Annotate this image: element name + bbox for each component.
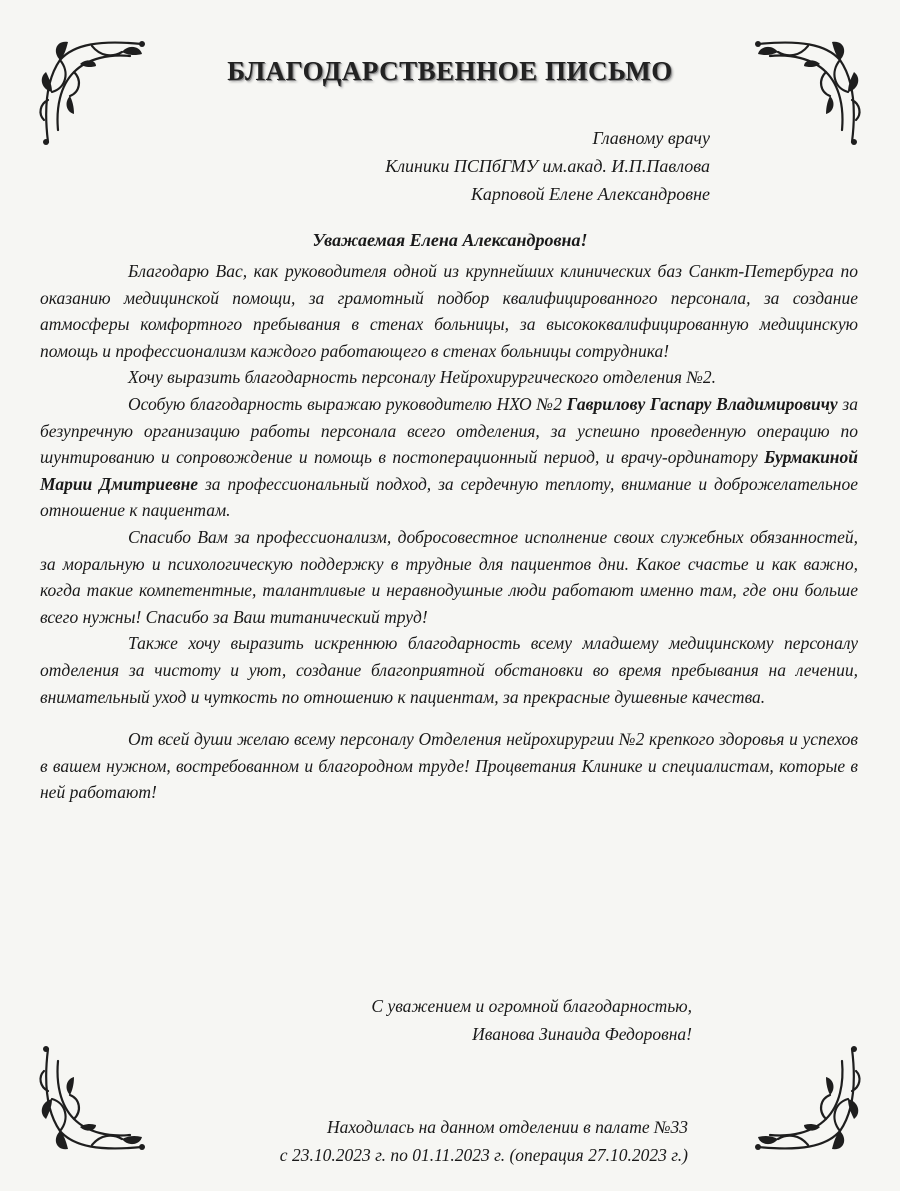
addressee-block [385, 124, 710, 208]
signature-block [371, 992, 692, 1048]
corner-ornament-top-left-icon [30, 30, 150, 150]
addressee-line-name: Карповой Елене Александровне [470, 184, 710, 204]
paragraph-6: От всей души желаю всему персоналу Отделения нейрохирургии №2 крепкого здоровья и успехов в вашем нужном, востребованном и благородном труде! Процветания Клинике и специалистам, которые в ней работают! [40, 729, 858, 803]
signature-name: Иванова Зинаида Федоровна! [472, 1024, 692, 1044]
greeting: Уважаемая Елена Александровна! [312, 230, 588, 250]
paragraph-3-text-3: за профессиональный подход, за сердечную теплоту, внимание и доброжелательное отношение к пациентам. [40, 473, 858, 521]
letter-body [40, 258, 858, 806]
corner-ornament-bottom-right-icon [750, 1041, 870, 1161]
corner-ornament-bottom-left-icon [30, 1041, 150, 1161]
head-of-department-name: Гаврилову Гаспару Владимировичу [566, 393, 838, 414]
stay-info-ward: Находилась на данном отделении в палате №33 [327, 1117, 688, 1137]
resident-doctor-name: Бурмакиной Марии Дмитриевне [40, 447, 858, 494]
letter-title: БЛАГОДАРСТВЕННОЕ ПИСЬМО [227, 56, 673, 86]
paragraph-3 [40, 391, 858, 524]
addressee-line-organization: Клиники ПСПбГМУ им.акад. И.П.Павлова [385, 156, 710, 176]
paragraph-3-text-2: за безупречную организацию работы персонала всего отделения, за успешно проведенную операцию по шунтированию и сопровождение и помощь в постоперационный период, и врачу-ординатору [40, 393, 859, 468]
corner-ornament-top-right-icon [750, 30, 870, 150]
paragraph-2: Хочу выразить благодарность персоналу Нейрохирургического отделения №2. [128, 367, 717, 388]
signature-closing: С уважением и огромной благодарностью, [371, 996, 692, 1016]
paragraph-1: Благодарю Вас, как руководителя одной из крупнейших клинических баз Санкт-Петербурга по оказанию медицинской помощи, за грамотный подбор квалифицированного персонала, за создание атмосферы комфортного пребывания в стенах больницы, за высококвалифицированную медицинскую помощь и профессионализм каждого работающего в стенах больницы сотрудника! [40, 261, 858, 361]
paragraph-3-text-1: Особую благодарность выражаю руководителю НХО №2 [128, 393, 567, 414]
paragraph-5: Также хочу выразить искреннюю благодарность всему младшему медицинскому персоналу отделения за чистоту и уют, создание благоприятной обстановки во время пребывания на лечении, внимательный уход и чуткость по отношению к пациентам, за прекрасные душевные качества. [40, 633, 858, 707]
addressee-line-position: Главному врачу [592, 128, 710, 148]
stay-info-dates: с 23.10.2023 г. по 01.11.2023 г. (операция 27.10.2023 г.) [279, 1145, 688, 1165]
stay-info [280, 1113, 688, 1169]
paragraph-4: Спасибо Вам за профессионализм, добросовестное исполнение своих служебных обязанностей, за моральную и психологическую поддержку в трудные для пациентов дни. Какое счастье и как важно, когда такие компетентные, талантливые и неравнодушные люди работают именно там, где они больше всего нужны! Спасибо за Ваш титанический труд! [40, 526, 858, 627]
